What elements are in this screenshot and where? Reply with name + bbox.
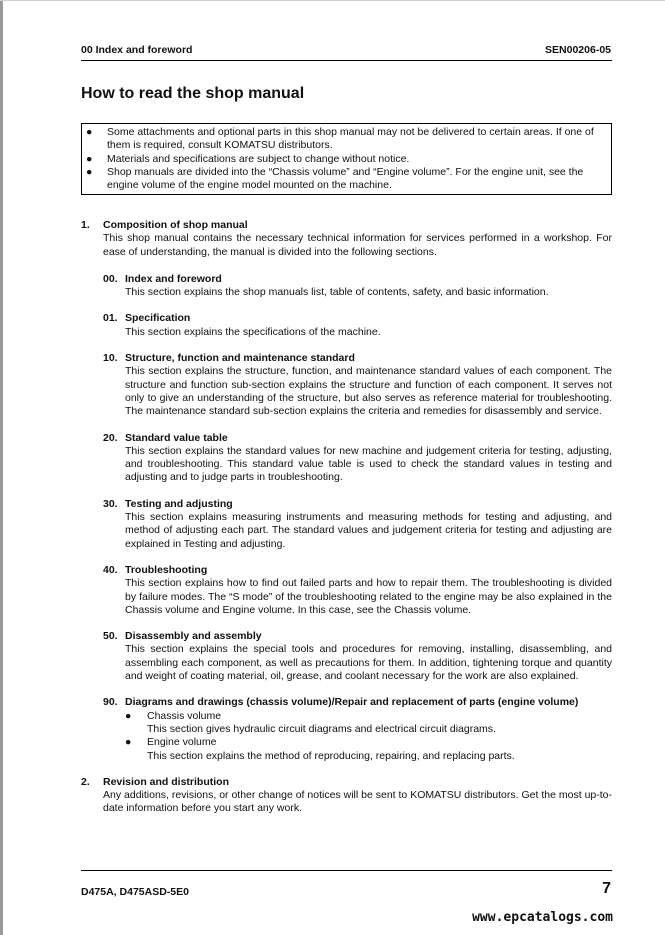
section-entry (103, 564, 612, 617)
section-number: 01. (103, 312, 118, 325)
header-doc-code: SEN00206-05 (545, 44, 611, 56)
footer-model: D475A, D475ASD-5E0 (81, 886, 189, 898)
item-revision (81, 776, 612, 816)
section-heading: Disassembly and assembly (125, 630, 262, 643)
item-number: 1. (81, 219, 90, 231)
subsection-body: This section gives hydraulic circuit diagrams and electrical circuit diagrams. (147, 722, 496, 735)
watermark: www.epcatalogs.com (472, 910, 613, 925)
page-number: 7 (602, 880, 611, 897)
section-entry (103, 498, 612, 551)
bullet-icon: ● (86, 152, 93, 165)
section-heading: Troubleshooting (125, 563, 208, 576)
main-content (81, 219, 612, 816)
item-heading: Revision and distribution (103, 775, 230, 788)
section-entry (103, 352, 612, 418)
notice-item (82, 153, 611, 166)
notice-text: Materials and specifications are subject to change without notice. (107, 152, 410, 165)
section-heading: Structure, function and maintenance standard (125, 352, 355, 365)
item-heading: Composition of shop manual (103, 219, 248, 231)
section-heading: Testing and adjusting (125, 497, 233, 510)
section-heading: Standard value table (125, 431, 228, 444)
section-heading: Specification (125, 312, 191, 325)
page-left-edge (0, 0, 3, 935)
subsection-heading: Chassis volume (147, 709, 222, 722)
subsection-heading: Engine volume (147, 736, 217, 749)
item-body: Any additions, revisions, or other change of notices will be sent to KOMATSU distributors. Get the most up-to-date information before you start any work. (103, 789, 612, 815)
section-number: 30. (103, 497, 118, 510)
section-body: This section explains the shop manuals list, table of contents, safety, and basic information. (125, 286, 549, 299)
section-entry (103, 696, 612, 762)
section-heading: Index and foreword (125, 272, 222, 285)
subsection-entry (125, 710, 612, 737)
item-number: 2. (81, 775, 90, 788)
notice-item (82, 166, 611, 193)
notice-text: Some attachments and optional parts in this shop manual may not be delivered to certain areas. If one of them is required, consult KOMATSU distributors. (107, 126, 594, 152)
bullet-icon: ● (125, 736, 132, 749)
section-number: 90. (103, 696, 118, 709)
section-entry (103, 630, 612, 683)
subsection-body: This section explains the method of reproducing, repairing, and replacing parts. (147, 749, 515, 762)
item-body: This shop manual contains the necessary technical information for services performed in a workshop. For ease of understanding, the manual is divided into the following sections. (103, 232, 612, 258)
section-number: 10. (103, 352, 118, 365)
section-body: This section explains the structure, function, and maintenance standard values of each component. The structure and function sub-section explains the structure and function of each component. It serves not only to give an understanding of the structure, but also serves as reference material for troubleshooting. The maintenance standard sub-section explains the criteria and remedies for disassembly and service. (125, 365, 612, 418)
section-number: 50. (103, 630, 118, 643)
page-title: How to read the shop manual (81, 85, 305, 102)
section-body: This section explains the special tools and procedures for removing, installing, disassembling, and assembling each component, as well as precautions for them. In addition, tightening torque and quantity and weight of coating material, oil, grease, and coolant necessary for the work are also explained. (125, 643, 612, 683)
subsection-entry (125, 736, 612, 763)
section-heading: Diagrams and drawings (chassis volume)/Repair and replacement of parts (engine volume) (125, 696, 579, 709)
footer-rule (81, 870, 612, 871)
bullet-icon: ● (86, 165, 93, 178)
bullet-icon: ● (125, 709, 132, 722)
section-entry (103, 312, 612, 339)
section-number: 40. (103, 563, 118, 576)
page-top-edge (0, 0, 665, 1)
section-entry (103, 273, 612, 300)
section-body: This section explains the specifications of the machine. (125, 325, 381, 338)
notice-text: Shop manuals are divided into the “Chassis volume” and “Engine volume”. For the engine unit, see the engine volume of the engine model mounted on the machine. (107, 165, 584, 192)
section-list (103, 273, 612, 763)
section-entry (103, 432, 612, 485)
section-body: This section explains measuring instruments and measuring methods for testing and adjusting, and method of adjusting each part. The standard values and judgement criteria for testing and adjusting are explained in Testing and adjusting. (125, 511, 612, 550)
item-composition (81, 219, 612, 763)
bullet-icon: ● (86, 126, 93, 138)
section-body: This section explains the standard values for new machine and judgement criteria for testing, adjusting, and troubleshooting. This standard value table is used to check the standard values in testing and adjusting and to judge parts in troubleshooting. (125, 444, 612, 484)
notice-box (81, 123, 612, 195)
notice-item (82, 126, 611, 153)
section-body: This section explains how to find out failed parts and how to repair them. The troubleshooting is divided by failure modes. The “S mode” of the troubleshooting related to the engine may be also explained in the Chassis volume and Engine volume. In this case, see the Chassis volume. (125, 577, 612, 616)
section-number: 20. (103, 431, 118, 444)
section-number: 00. (103, 272, 118, 285)
header-rule (81, 60, 612, 61)
header-section-label: 00 Index and foreword (81, 44, 193, 56)
